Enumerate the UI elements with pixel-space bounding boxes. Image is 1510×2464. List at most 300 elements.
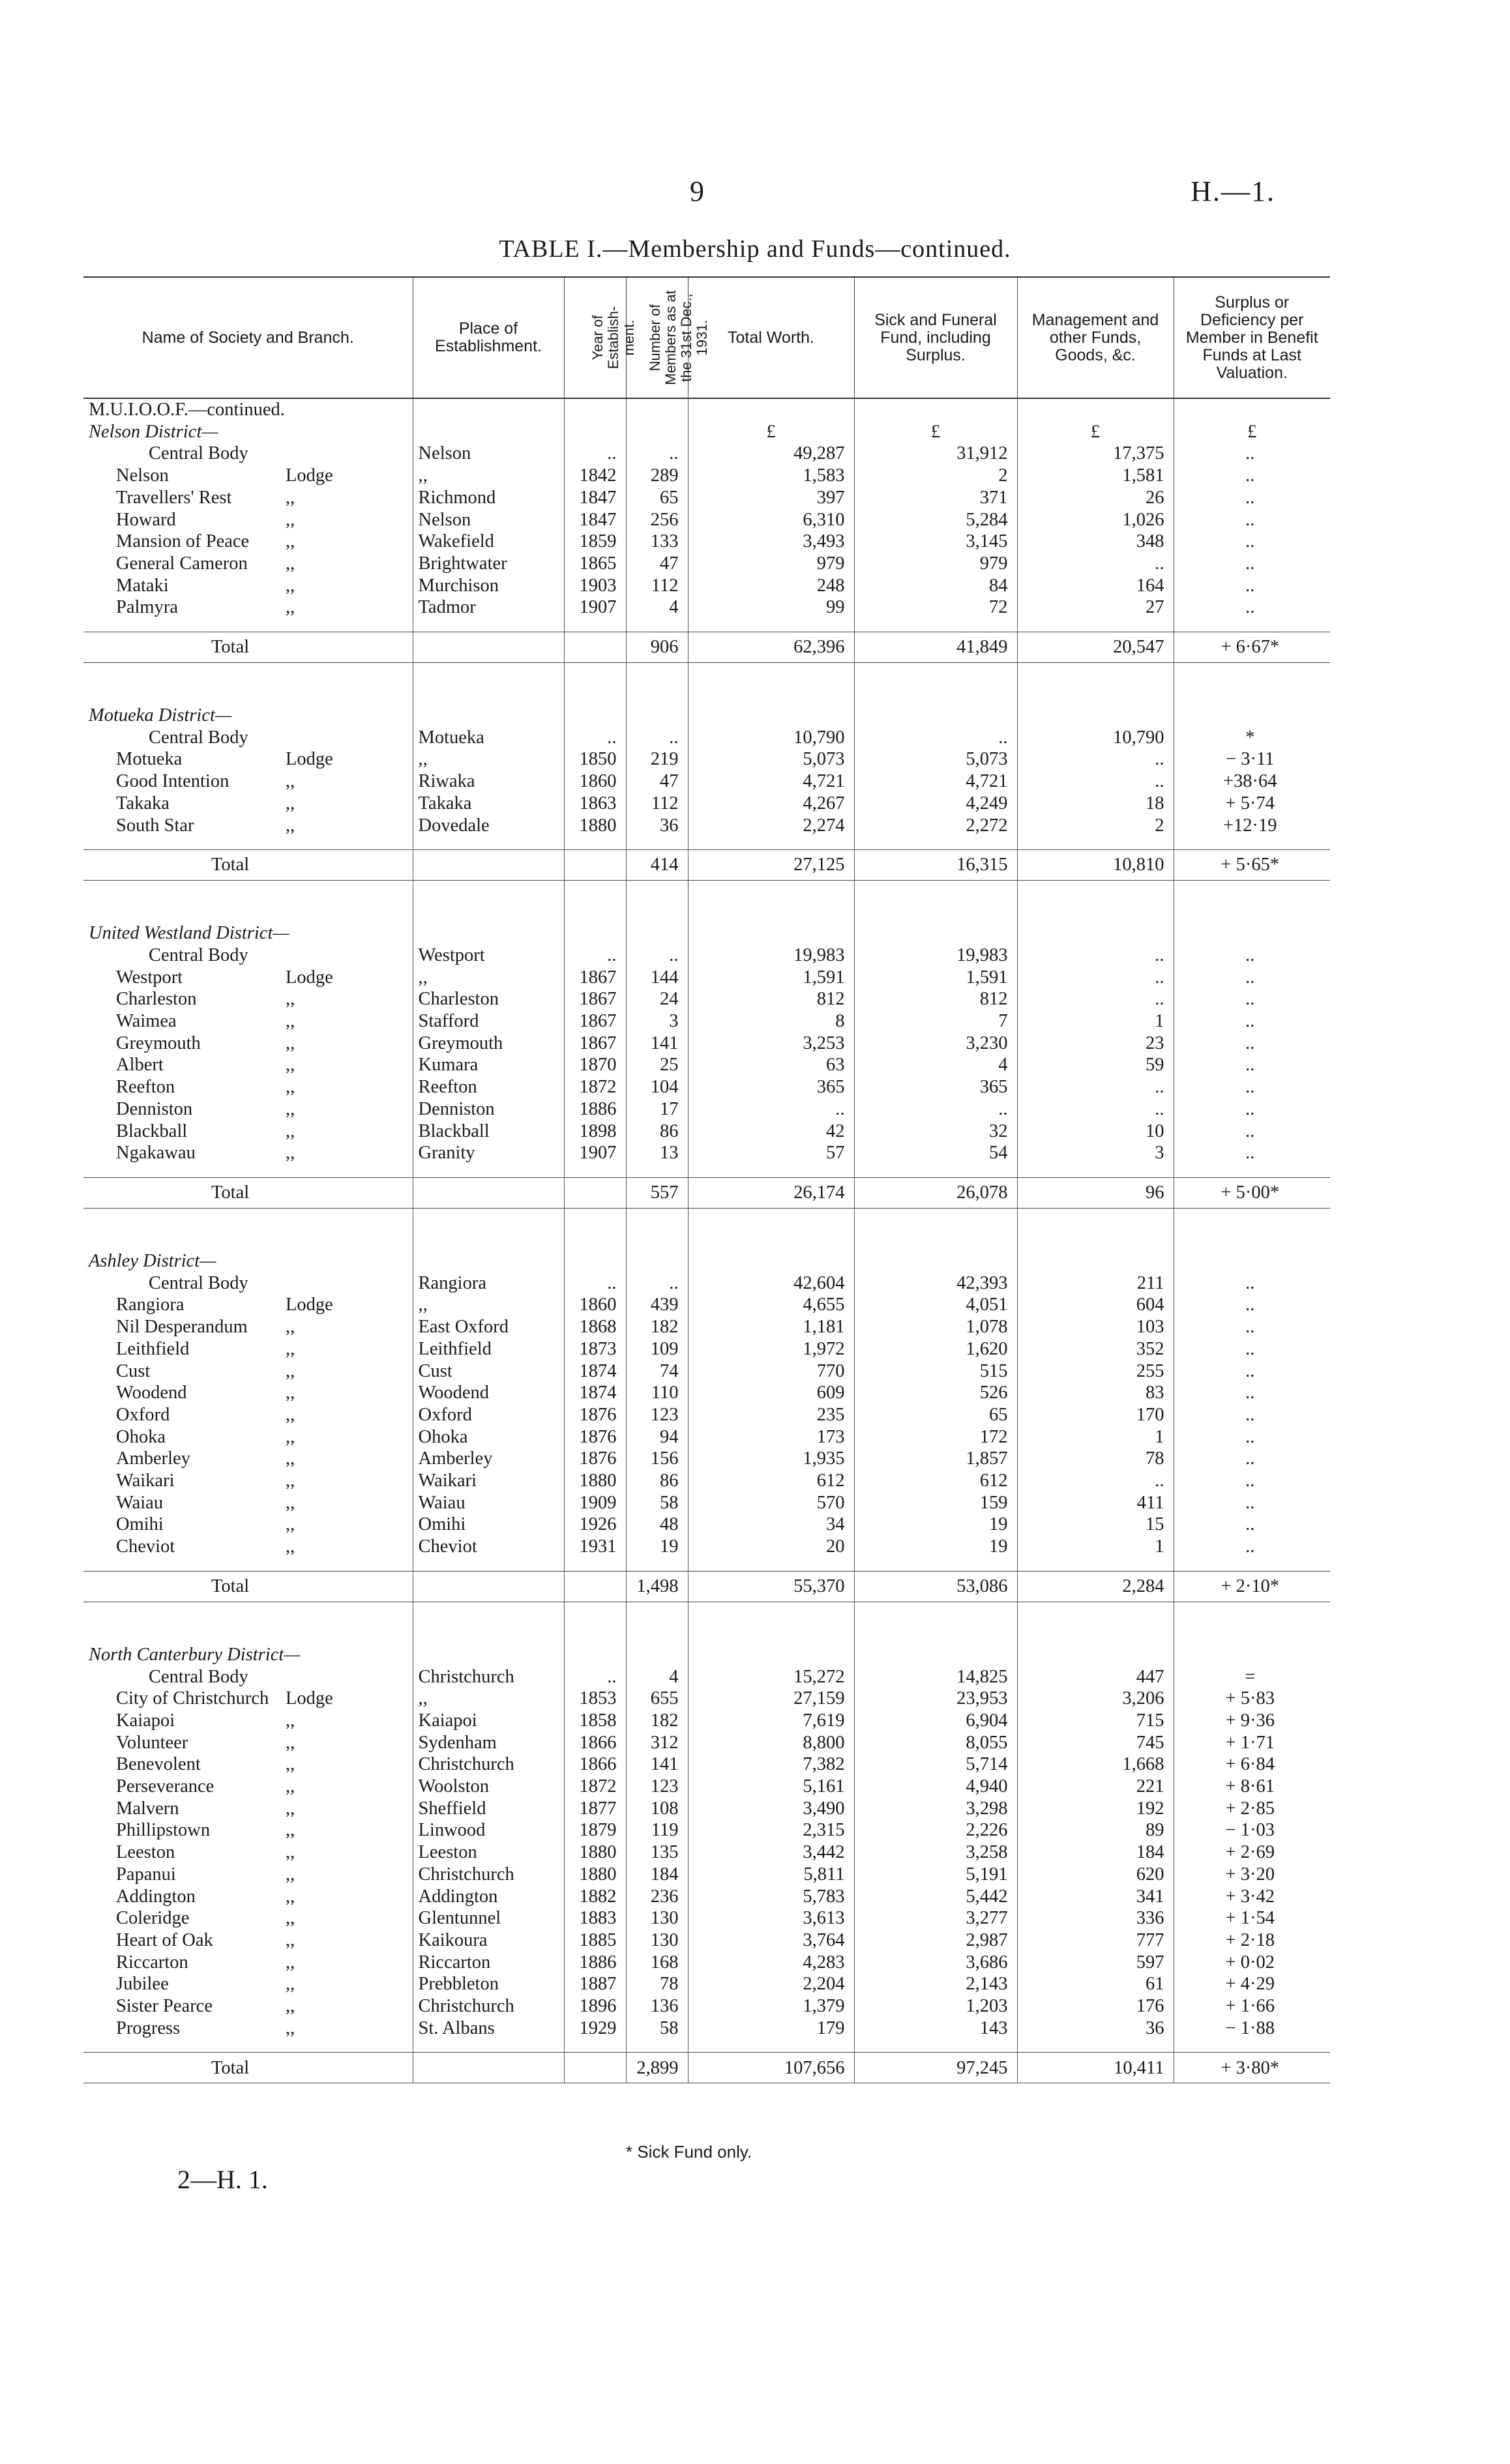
branch-row xyxy=(83,1776,1330,1798)
total-sick-sum: 16,315 xyxy=(854,850,1017,881)
management-funds: 78 xyxy=(1017,1448,1174,1470)
total-worth: 8 xyxy=(688,1010,854,1033)
surplus-deficiency: + 3·42 xyxy=(1174,1886,1330,1908)
surplus-deficiency: .. xyxy=(1174,487,1330,509)
sick-funeral-fund: 65 xyxy=(854,1404,1017,1426)
surplus-deficiency: + 0·02 xyxy=(1174,1952,1330,1974)
branch-suffix: ,, xyxy=(286,509,295,530)
management-funds: 61 xyxy=(1017,1973,1174,1995)
branch-row xyxy=(83,1710,1330,1732)
branch-name-cell xyxy=(83,1054,413,1076)
year-established: 1880 xyxy=(564,815,626,837)
sick-funeral-fund: 54 xyxy=(854,1142,1017,1164)
empty-cell xyxy=(564,705,626,727)
management-funds: 255 xyxy=(1017,1360,1174,1383)
total-label: Total xyxy=(83,632,413,663)
member-count: 24 xyxy=(626,988,688,1010)
branch-suffix: ,, xyxy=(286,1864,295,1885)
branch-name: South Star xyxy=(116,815,194,836)
surplus-deficiency: .. xyxy=(1174,553,1330,575)
total-worth-sum: 55,370 xyxy=(688,1571,854,1602)
sick-funeral-fund: 72 xyxy=(854,596,1017,619)
spacer-cell xyxy=(564,1208,626,1250)
place-of-establishment: Granity xyxy=(413,1142,564,1164)
member-count: 19 xyxy=(626,1536,688,1558)
management-funds: .. xyxy=(1017,1076,1174,1098)
sick-funeral-fund: 4,721 xyxy=(854,770,1017,793)
spacer-cell xyxy=(1174,1558,1330,1572)
branch-suffix: ,, xyxy=(286,1996,295,2017)
branch-suffix: ,, xyxy=(286,1820,295,1841)
empty-cell xyxy=(564,922,626,945)
branch-name: Omihi xyxy=(116,1514,164,1535)
year-established: 1887 xyxy=(564,1973,626,1995)
place-of-establishment: Christchurch xyxy=(413,1753,564,1776)
member-count: 168 xyxy=(626,1952,688,1974)
sick-funeral-fund: 7 xyxy=(854,1010,1017,1033)
total-surplus: + 5·65* xyxy=(1174,850,1330,881)
member-count: 112 xyxy=(626,575,688,597)
total-members: 1,498 xyxy=(626,1571,688,1602)
member-count: 312 xyxy=(626,1732,688,1754)
total-worth: 1,583 xyxy=(688,465,854,487)
spacer-cell xyxy=(626,1558,688,1572)
spacer-cell xyxy=(688,881,854,923)
spacer-cell xyxy=(1017,1602,1174,1644)
total-worth: 4,267 xyxy=(688,793,854,815)
surplus-deficiency: .. xyxy=(1174,1492,1330,1514)
management-funds: 17,375 xyxy=(1017,443,1174,465)
branch-name: Malvern xyxy=(116,1798,179,1819)
member-count: 130 xyxy=(626,1929,688,1952)
total-worth: 4,721 xyxy=(688,770,854,793)
spacer-cell xyxy=(413,836,564,850)
member-count: 182 xyxy=(626,1316,688,1338)
branch-name-cell xyxy=(83,1710,413,1732)
empty-cell xyxy=(413,1250,564,1272)
branch-name-cell xyxy=(83,596,413,619)
branch-suffix: Lodge xyxy=(286,1688,333,1709)
district-title-row xyxy=(83,1644,1330,1666)
management-funds: 715 xyxy=(1017,1710,1174,1732)
branch-suffix: ,, xyxy=(286,1471,295,1491)
total-worth: 7,619 xyxy=(688,1710,854,1732)
empty-cell xyxy=(564,398,626,421)
branch-name-cell xyxy=(83,1076,413,1098)
sick-funeral-fund: 5,284 xyxy=(854,509,1017,531)
spacer-cell xyxy=(1017,2039,1174,2053)
branch-name: Heart of Oak xyxy=(116,1929,213,1950)
place-of-establishment: Amberley xyxy=(413,1448,564,1470)
management-funds: 59 xyxy=(1017,1054,1174,1076)
branch-name: Oxford xyxy=(116,1404,170,1425)
branch-row xyxy=(83,2017,1330,2040)
branch-name-cell xyxy=(83,1316,413,1338)
branch-name-cell xyxy=(83,815,413,837)
member-count: 86 xyxy=(626,1470,688,1492)
empty-cell xyxy=(564,1250,626,1272)
branch-name-cell xyxy=(83,1010,413,1033)
surplus-deficiency: + 3·20 xyxy=(1174,1864,1330,1886)
branch-suffix: ,, xyxy=(286,1492,295,1513)
spacer-row xyxy=(83,663,1330,705)
spacer-cell xyxy=(854,663,1017,705)
sick-funeral-fund: 612 xyxy=(854,1470,1017,1492)
sick-funeral-fund: 515 xyxy=(854,1360,1017,1383)
empty-cell xyxy=(688,1644,854,1666)
branch-name-cell xyxy=(83,1841,413,1864)
branch-name: Westport xyxy=(116,967,183,988)
branch-row xyxy=(83,1272,1330,1295)
col-header-sick-fund: Sick and Funeral Fund, including Surplus. xyxy=(854,277,1017,398)
management-funds: 176 xyxy=(1017,1995,1174,2017)
sick-funeral-fund: 3,686 xyxy=(854,1952,1017,1974)
year-established: .. xyxy=(564,945,626,967)
branch-name-cell xyxy=(83,1929,413,1952)
branch-row xyxy=(83,1010,1330,1033)
empty-cell xyxy=(854,1644,1017,1666)
spacer-row xyxy=(83,2039,1330,2053)
branch-suffix: ,, xyxy=(286,815,295,836)
branch-name: Takaka xyxy=(116,793,170,814)
total-worth: 248 xyxy=(688,575,854,597)
sick-funeral-fund: 1,591 xyxy=(854,967,1017,989)
branch-name: General Cameron xyxy=(116,553,248,574)
surplus-deficiency: .. xyxy=(1174,1404,1330,1426)
empty-cell xyxy=(1174,1250,1330,1272)
management-funds: 777 xyxy=(1017,1929,1174,1952)
total-sick-sum: 97,245 xyxy=(854,2053,1017,2083)
branch-row xyxy=(83,443,1330,465)
empty-cell xyxy=(564,421,626,443)
branch-name-cell xyxy=(83,553,413,575)
total-worth: 1,935 xyxy=(688,1448,854,1470)
total-worth: 812 xyxy=(688,988,854,1010)
year-established: 1866 xyxy=(564,1753,626,1776)
branch-row xyxy=(83,1753,1330,1776)
place-of-establishment: Westport xyxy=(413,945,564,967)
place-of-establishment: Wakefield xyxy=(413,531,564,553)
management-funds: 26 xyxy=(1017,487,1174,509)
empty-cell xyxy=(1017,398,1174,421)
branch-row xyxy=(83,1995,1330,2017)
place-of-establishment: Stafford xyxy=(413,1010,564,1033)
year-established: 1872 xyxy=(564,1076,626,1098)
spacer-cell xyxy=(854,1164,1017,1178)
branch-name-cell xyxy=(83,945,413,967)
total-worth: 4,655 xyxy=(688,1294,854,1316)
spacer-cell xyxy=(854,836,1017,850)
total-worth: 42,604 xyxy=(688,1272,854,1295)
total-worth: 99 xyxy=(688,596,854,619)
branch-row xyxy=(83,1426,1330,1448)
branch-row xyxy=(83,531,1330,553)
total-worth: 3,764 xyxy=(688,1929,854,1952)
surplus-deficiency: .. xyxy=(1174,945,1330,967)
branch-suffix: ,, xyxy=(286,1886,295,1907)
total-worth: 609 xyxy=(688,1382,854,1404)
total-worth: 1,181 xyxy=(688,1316,854,1338)
branch-name: Sister Pearce xyxy=(116,1996,213,2017)
total-worth: 1,972 xyxy=(688,1338,854,1360)
branch-row xyxy=(83,1886,1330,1908)
management-funds: 411 xyxy=(1017,1492,1174,1514)
place-of-establishment: Woodend xyxy=(413,1382,564,1404)
branch-suffix: ,, xyxy=(286,1754,295,1775)
management-funds: 10,790 xyxy=(1017,727,1174,749)
total-sick-sum: 53,086 xyxy=(854,1571,1017,1602)
year-established: 1874 xyxy=(564,1382,626,1404)
member-count: 655 xyxy=(626,1688,688,1710)
spacer-cell xyxy=(688,1558,854,1572)
branch-name: Amberley xyxy=(116,1448,190,1469)
spacer-cell xyxy=(1017,881,1174,923)
member-count: 58 xyxy=(626,1492,688,1514)
sick-funeral-fund: 3,277 xyxy=(854,1907,1017,1929)
sick-funeral-fund: 1,857 xyxy=(854,1448,1017,1470)
spacer-cell xyxy=(1017,836,1174,850)
sick-funeral-fund: 2,143 xyxy=(854,1973,1017,1995)
branch-row xyxy=(83,1732,1330,1754)
branch-row xyxy=(83,1819,1330,1841)
management-funds: 184 xyxy=(1017,1841,1174,1864)
surplus-deficiency: + 2·69 xyxy=(1174,1841,1330,1864)
management-funds: 83 xyxy=(1017,1382,1174,1404)
surplus-deficiency: + 1·66 xyxy=(1174,1995,1330,2017)
district-total-row xyxy=(83,1177,1330,1208)
spacer-cell xyxy=(564,2039,626,2053)
district-title: Motueka District— xyxy=(89,705,232,726)
branch-row xyxy=(83,1382,1330,1404)
management-funds: .. xyxy=(1017,945,1174,967)
place-of-establishment: Riwaka xyxy=(413,770,564,793)
surplus-deficiency: .. xyxy=(1174,443,1330,465)
col-header-name: Name of Society and Branch. xyxy=(83,277,413,398)
place-of-establishment: Tadmor xyxy=(413,596,564,619)
year-established: 1898 xyxy=(564,1121,626,1143)
total-label: Total xyxy=(83,2053,413,2083)
year-established: 1859 xyxy=(564,531,626,553)
total-worth: 19,983 xyxy=(688,945,854,967)
spacer-cell xyxy=(854,1558,1017,1572)
total-worth: .. xyxy=(688,1098,854,1121)
total-worth: 15,272 xyxy=(688,1666,854,1688)
total-worth: 27,159 xyxy=(688,1688,854,1710)
empty-cell xyxy=(413,2053,564,2083)
branch-name-cell xyxy=(83,465,413,487)
member-count: 236 xyxy=(626,1886,688,1908)
empty-cell xyxy=(1174,1644,1330,1666)
sick-funeral-fund: 979 xyxy=(854,553,1017,575)
member-count: 4 xyxy=(626,596,688,619)
year-established: 1872 xyxy=(564,1776,626,1798)
total-label: Total xyxy=(83,1177,413,1208)
total-mgmt-sum: 2,284 xyxy=(1017,1571,1174,1602)
surplus-deficiency: .. xyxy=(1174,1448,1330,1470)
branch-name: Central Body xyxy=(149,443,248,464)
district-title-row xyxy=(83,1250,1330,1272)
sick-funeral-fund: 4,249 xyxy=(854,793,1017,815)
branch-row xyxy=(83,553,1330,575)
surplus-deficiency: − 1·88 xyxy=(1174,2017,1330,2040)
branch-name-cell xyxy=(83,1666,413,1688)
member-count: 110 xyxy=(626,1382,688,1404)
year-established: 1867 xyxy=(564,1033,626,1055)
year-established: 1868 xyxy=(564,1316,626,1338)
spacer-cell xyxy=(413,2039,564,2053)
col-header-year-text: Year of Establish- ment. xyxy=(589,306,637,369)
member-count: 156 xyxy=(626,1448,688,1470)
spacer-cell xyxy=(854,881,1017,923)
surplus-deficiency: +38·64 xyxy=(1174,770,1330,793)
total-members: 557 xyxy=(626,1177,688,1208)
year-established: 1886 xyxy=(564,1952,626,1974)
branch-name: Coleridge xyxy=(116,1908,190,1929)
branch-row xyxy=(83,1929,1330,1952)
place-of-establishment: Brightwater xyxy=(413,553,564,575)
branch-name: Addington xyxy=(116,1886,196,1907)
branch-row xyxy=(83,596,1330,619)
table-title: TABLE I.—Membership and Funds—continued. xyxy=(499,235,1011,263)
sick-funeral-fund: 371 xyxy=(854,487,1017,509)
branch-row xyxy=(83,487,1330,509)
branch-name: Palmyra xyxy=(116,597,178,618)
total-label: Total xyxy=(83,850,413,881)
member-count: 74 xyxy=(626,1360,688,1383)
place-of-establishment: Nelson xyxy=(413,443,564,465)
surplus-deficiency: .. xyxy=(1174,1382,1330,1404)
currency-sick: £ xyxy=(854,421,1017,443)
branch-suffix: ,, xyxy=(286,1143,295,1164)
total-worth: 612 xyxy=(688,1470,854,1492)
member-count: .. xyxy=(626,1272,688,1295)
year-established: 1860 xyxy=(564,770,626,793)
spacer-cell xyxy=(688,836,854,850)
year-established: 1876 xyxy=(564,1426,626,1448)
spacer-cell xyxy=(688,2039,854,2053)
branch-name: Cheviot xyxy=(116,1536,175,1557)
management-funds: .. xyxy=(1017,748,1174,770)
district-title: United Westland District— xyxy=(89,923,289,944)
branch-name-cell xyxy=(83,443,413,465)
total-sick-sum: 41,849 xyxy=(854,632,1017,663)
spacer-cell xyxy=(1174,619,1330,632)
member-count: 184 xyxy=(626,1864,688,1886)
branch-row xyxy=(83,1470,1330,1492)
total-worth: 365 xyxy=(688,1076,854,1098)
sick-funeral-fund: 5,073 xyxy=(854,748,1017,770)
member-count: 219 xyxy=(626,748,688,770)
branch-row xyxy=(83,1688,1330,1710)
branch-name-cell xyxy=(83,1886,413,1908)
surplus-deficiency: .. xyxy=(1174,1338,1330,1360)
empty-cell xyxy=(626,398,688,421)
place-of-establishment: Ohoka xyxy=(413,1426,564,1448)
branch-name-cell xyxy=(83,1819,413,1841)
surplus-deficiency: .. xyxy=(1174,596,1330,619)
branch-name-cell xyxy=(83,1514,413,1536)
surplus-deficiency: .. xyxy=(1174,1076,1330,1098)
spacer-cell xyxy=(564,881,626,923)
branch-name: Waiau xyxy=(116,1492,164,1513)
empty-cell xyxy=(688,922,854,945)
branch-suffix: ,, xyxy=(286,487,295,508)
branch-suffix: ,, xyxy=(286,1426,295,1447)
total-worth: 179 xyxy=(688,2017,854,2040)
sick-funeral-fund: 19 xyxy=(854,1514,1017,1536)
branch-name: Nelson xyxy=(116,465,169,486)
spacer-cell xyxy=(626,2039,688,2053)
branch-row xyxy=(83,1338,1330,1360)
branch-name: Cust xyxy=(116,1360,151,1381)
society-title: M.U.I.O.O.F.—continued. xyxy=(89,400,285,420)
sick-funeral-fund: 42,393 xyxy=(854,1272,1017,1295)
empty-cell xyxy=(564,1571,626,1602)
total-surplus: + 3·80* xyxy=(1174,2053,1330,2083)
total-worth: 397 xyxy=(688,487,854,509)
year-established: 1847 xyxy=(564,509,626,531)
district-title: North Canterbury District— xyxy=(89,1644,301,1665)
total-worth: 10,790 xyxy=(688,727,854,749)
branch-suffix: ,, xyxy=(286,1011,295,1032)
place-of-establishment: ,, xyxy=(413,465,564,487)
surplus-deficiency: + 2·85 xyxy=(1174,1798,1330,1820)
branch-suffix: ,, xyxy=(286,1952,295,1973)
spacer-cell xyxy=(83,881,413,923)
sick-funeral-fund: 3,230 xyxy=(854,1033,1017,1055)
page-number: 9 xyxy=(690,175,704,207)
place-of-establishment: Leeston xyxy=(413,1841,564,1864)
year-established: 1883 xyxy=(564,1907,626,1929)
year-established: 1865 xyxy=(564,553,626,575)
surplus-deficiency: + 9·36 xyxy=(1174,1710,1330,1732)
spacer-cell xyxy=(413,663,564,705)
member-count: 17 xyxy=(626,1098,688,1121)
place-of-establishment: Glentunnel xyxy=(413,1907,564,1929)
member-count: 141 xyxy=(626,1753,688,1776)
branch-name-cell xyxy=(83,1033,413,1055)
branch-row xyxy=(83,945,1330,967)
total-members: 2,899 xyxy=(626,2053,688,2083)
member-count: 112 xyxy=(626,793,688,815)
spacer-cell xyxy=(1017,1558,1174,1572)
place-of-establishment: East Oxford xyxy=(413,1316,564,1338)
branch-suffix: ,, xyxy=(286,1929,295,1950)
sick-funeral-fund: 1,078 xyxy=(854,1316,1017,1338)
member-count: 25 xyxy=(626,1054,688,1076)
total-worth: 57 xyxy=(688,1142,854,1164)
sick-funeral-fund: 143 xyxy=(854,2017,1017,2040)
total-worth: 5,811 xyxy=(688,1864,854,1886)
total-worth: 3,493 xyxy=(688,531,854,553)
year-established: 1903 xyxy=(564,575,626,597)
spacer-cell xyxy=(1174,2039,1330,2053)
branch-suffix: ,, xyxy=(286,989,295,1010)
branch-name: Good Intention xyxy=(116,771,229,792)
spacer-cell xyxy=(413,881,564,923)
branch-name-cell xyxy=(83,1404,413,1426)
sick-funeral-fund: 2,272 xyxy=(854,815,1017,837)
branch-name: Denniston xyxy=(116,1098,193,1119)
place-of-establishment: Waiau xyxy=(413,1492,564,1514)
spacer-cell xyxy=(854,1208,1017,1250)
year-established: 1850 xyxy=(564,748,626,770)
spacer-cell xyxy=(854,2039,1017,2053)
surplus-deficiency: + 2·18 xyxy=(1174,1929,1330,1952)
management-funds: 1 xyxy=(1017,1536,1174,1558)
sick-funeral-fund: .. xyxy=(854,1098,1017,1121)
document-reference: H.—1. xyxy=(1191,175,1275,207)
